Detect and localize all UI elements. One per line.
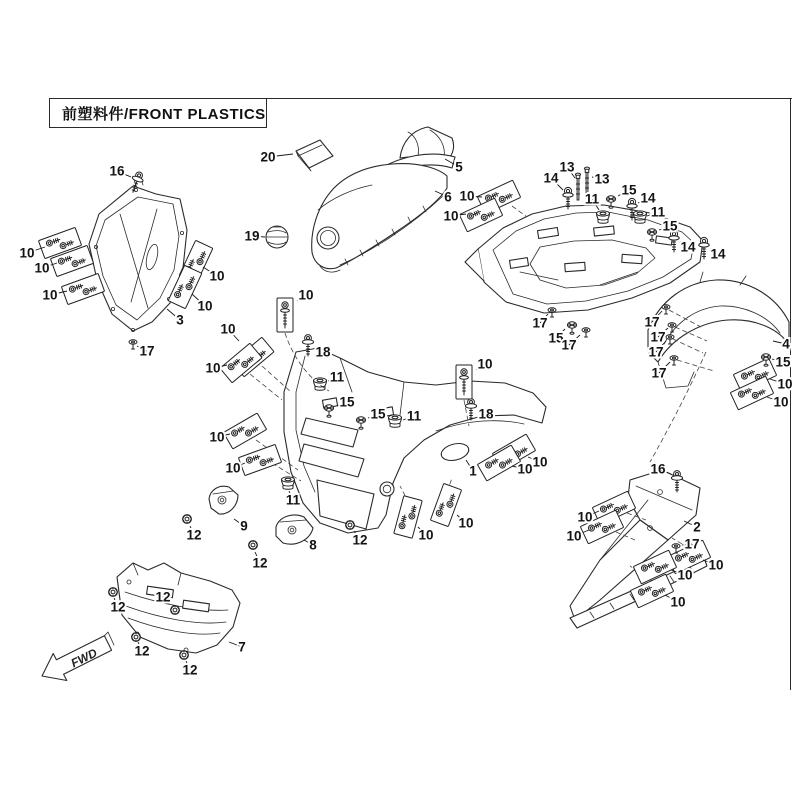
callout-label-12: 12 [186,527,202,543]
callout-label-10: 10 [209,268,225,284]
callout-label-7: 7 [238,639,246,655]
callout-label-15: 15 [548,330,564,346]
fastener-rivet-icon [670,356,678,365]
page-title: 前塑料件/FRONT PLASTICS [62,105,266,123]
part-19-emblem-cap [266,226,288,248]
fastener-clip-icon [567,322,576,335]
fastener-rivet-icon [582,328,590,337]
callout-label-3: 3 [176,312,184,328]
callout-label-10: 10 [708,557,724,573]
callout-label-17: 17 [139,343,155,359]
callout-label-5: 5 [455,159,463,175]
callout-label-15: 15 [662,218,678,234]
callout-label-17: 17 [561,337,577,353]
callout-label-14: 14 [680,239,696,255]
callout-label-10: 10 [477,356,493,372]
fastener-vbox-icon [277,298,293,332]
callout-label-10: 10 [209,429,225,445]
callout-label-9: 9 [240,518,248,534]
fastener-vbox-icon [456,365,472,399]
callout-label-13: 13 [559,159,575,175]
fastener-nut-icon [132,633,141,642]
callout-label-17: 17 [644,314,660,330]
callout-label-15: 15 [775,354,791,370]
callout-label-14: 14 [710,246,726,262]
fastener-grommet-icon [282,477,295,489]
callout-label-10: 10 [577,509,593,525]
callout-label-17: 17 [651,365,667,381]
callout-label-8: 8 [309,537,317,553]
fastener-nut-icon [183,515,192,524]
callout-label-18: 18 [315,344,331,360]
callout-label-10: 10 [19,245,35,261]
part-20-plate [296,140,333,171]
fastener-longbolt-icon [575,173,580,200]
callout-label-12: 12 [134,643,150,659]
fastener-nut-icon [249,541,258,550]
callout-label-17: 17 [648,344,664,360]
callout-label-10: 10 [220,321,236,337]
callout-label-10: 10 [670,594,686,610]
callout-label-18: 18 [478,406,494,422]
callout-label-6: 6 [444,189,452,205]
part-6-hood [312,164,447,272]
callout-label-12: 12 [352,532,368,548]
callout-label-10: 10 [443,208,459,224]
callout-label-10: 10 [418,527,434,543]
callout-label-15: 15 [621,182,637,198]
callout-label-11: 11 [584,191,600,207]
callout-label-14: 14 [543,170,559,186]
callout-label-15: 15 [339,394,355,410]
callout-label-10: 10 [532,454,548,470]
callout-label-4: 4 [782,336,790,352]
callout-label-1: 1 [469,463,477,479]
callout-label-12: 12 [155,589,171,605]
callout-label-15: 15 [370,406,386,422]
part-9-bracket [209,486,238,514]
callout-label-10: 10 [298,287,314,303]
callout-label-11: 11 [329,369,345,385]
fastener-screwpair-icon [238,444,281,475]
callout-label-10: 10 [517,461,533,477]
callout-label-10: 10 [197,298,213,314]
callout-label-11: 11 [406,408,422,424]
callout-label-12: 12 [110,599,126,615]
callout-label-16: 16 [109,163,125,179]
fastener-nut-icon [109,588,118,597]
callout-label-10: 10 [777,376,793,392]
callout-label-10: 10 [205,360,221,376]
callout-label-17: 17 [650,329,666,345]
callout-label-13: 13 [594,171,610,187]
callout-label-17: 17 [532,315,548,331]
fastener-screwpair-icon [430,483,461,526]
callout-label-10: 10 [42,287,58,303]
callout-label-10: 10 [566,528,582,544]
part-3-front-side-panel [89,178,187,332]
callout-label-11: 11 [285,492,301,508]
callout-label-10: 10 [459,188,475,204]
callout-label-12: 12 [252,555,268,571]
callout-label-11: 11 [650,204,666,220]
callout-label-10: 10 [225,460,241,476]
fwd-label: FWD [68,645,100,671]
callout-label-10: 10 [677,567,693,583]
callout-label-17: 17 [684,536,700,552]
callout-label-10: 10 [773,394,789,410]
callout-label-12: 12 [182,662,198,678]
callout-label-20: 20 [260,149,276,165]
fastener-nut-icon [171,606,180,615]
callout-label-14: 14 [640,190,656,206]
callout-label-10: 10 [34,260,50,276]
part-8-bracket [276,515,313,544]
fastener-longbolt-icon [584,167,589,194]
fastener-rivet-icon [129,340,137,349]
fastener-nut-icon [346,521,355,530]
fastener-screwpair-icon [223,413,266,449]
callout-label-2: 2 [693,519,701,535]
fastener-nut-icon [180,651,189,660]
callout-label-16: 16 [650,461,666,477]
callout-label-19: 19 [244,228,260,244]
callout-label-10: 10 [458,515,474,531]
fwd-arrow [42,632,114,681]
fastener-screwpair-icon [61,273,104,304]
